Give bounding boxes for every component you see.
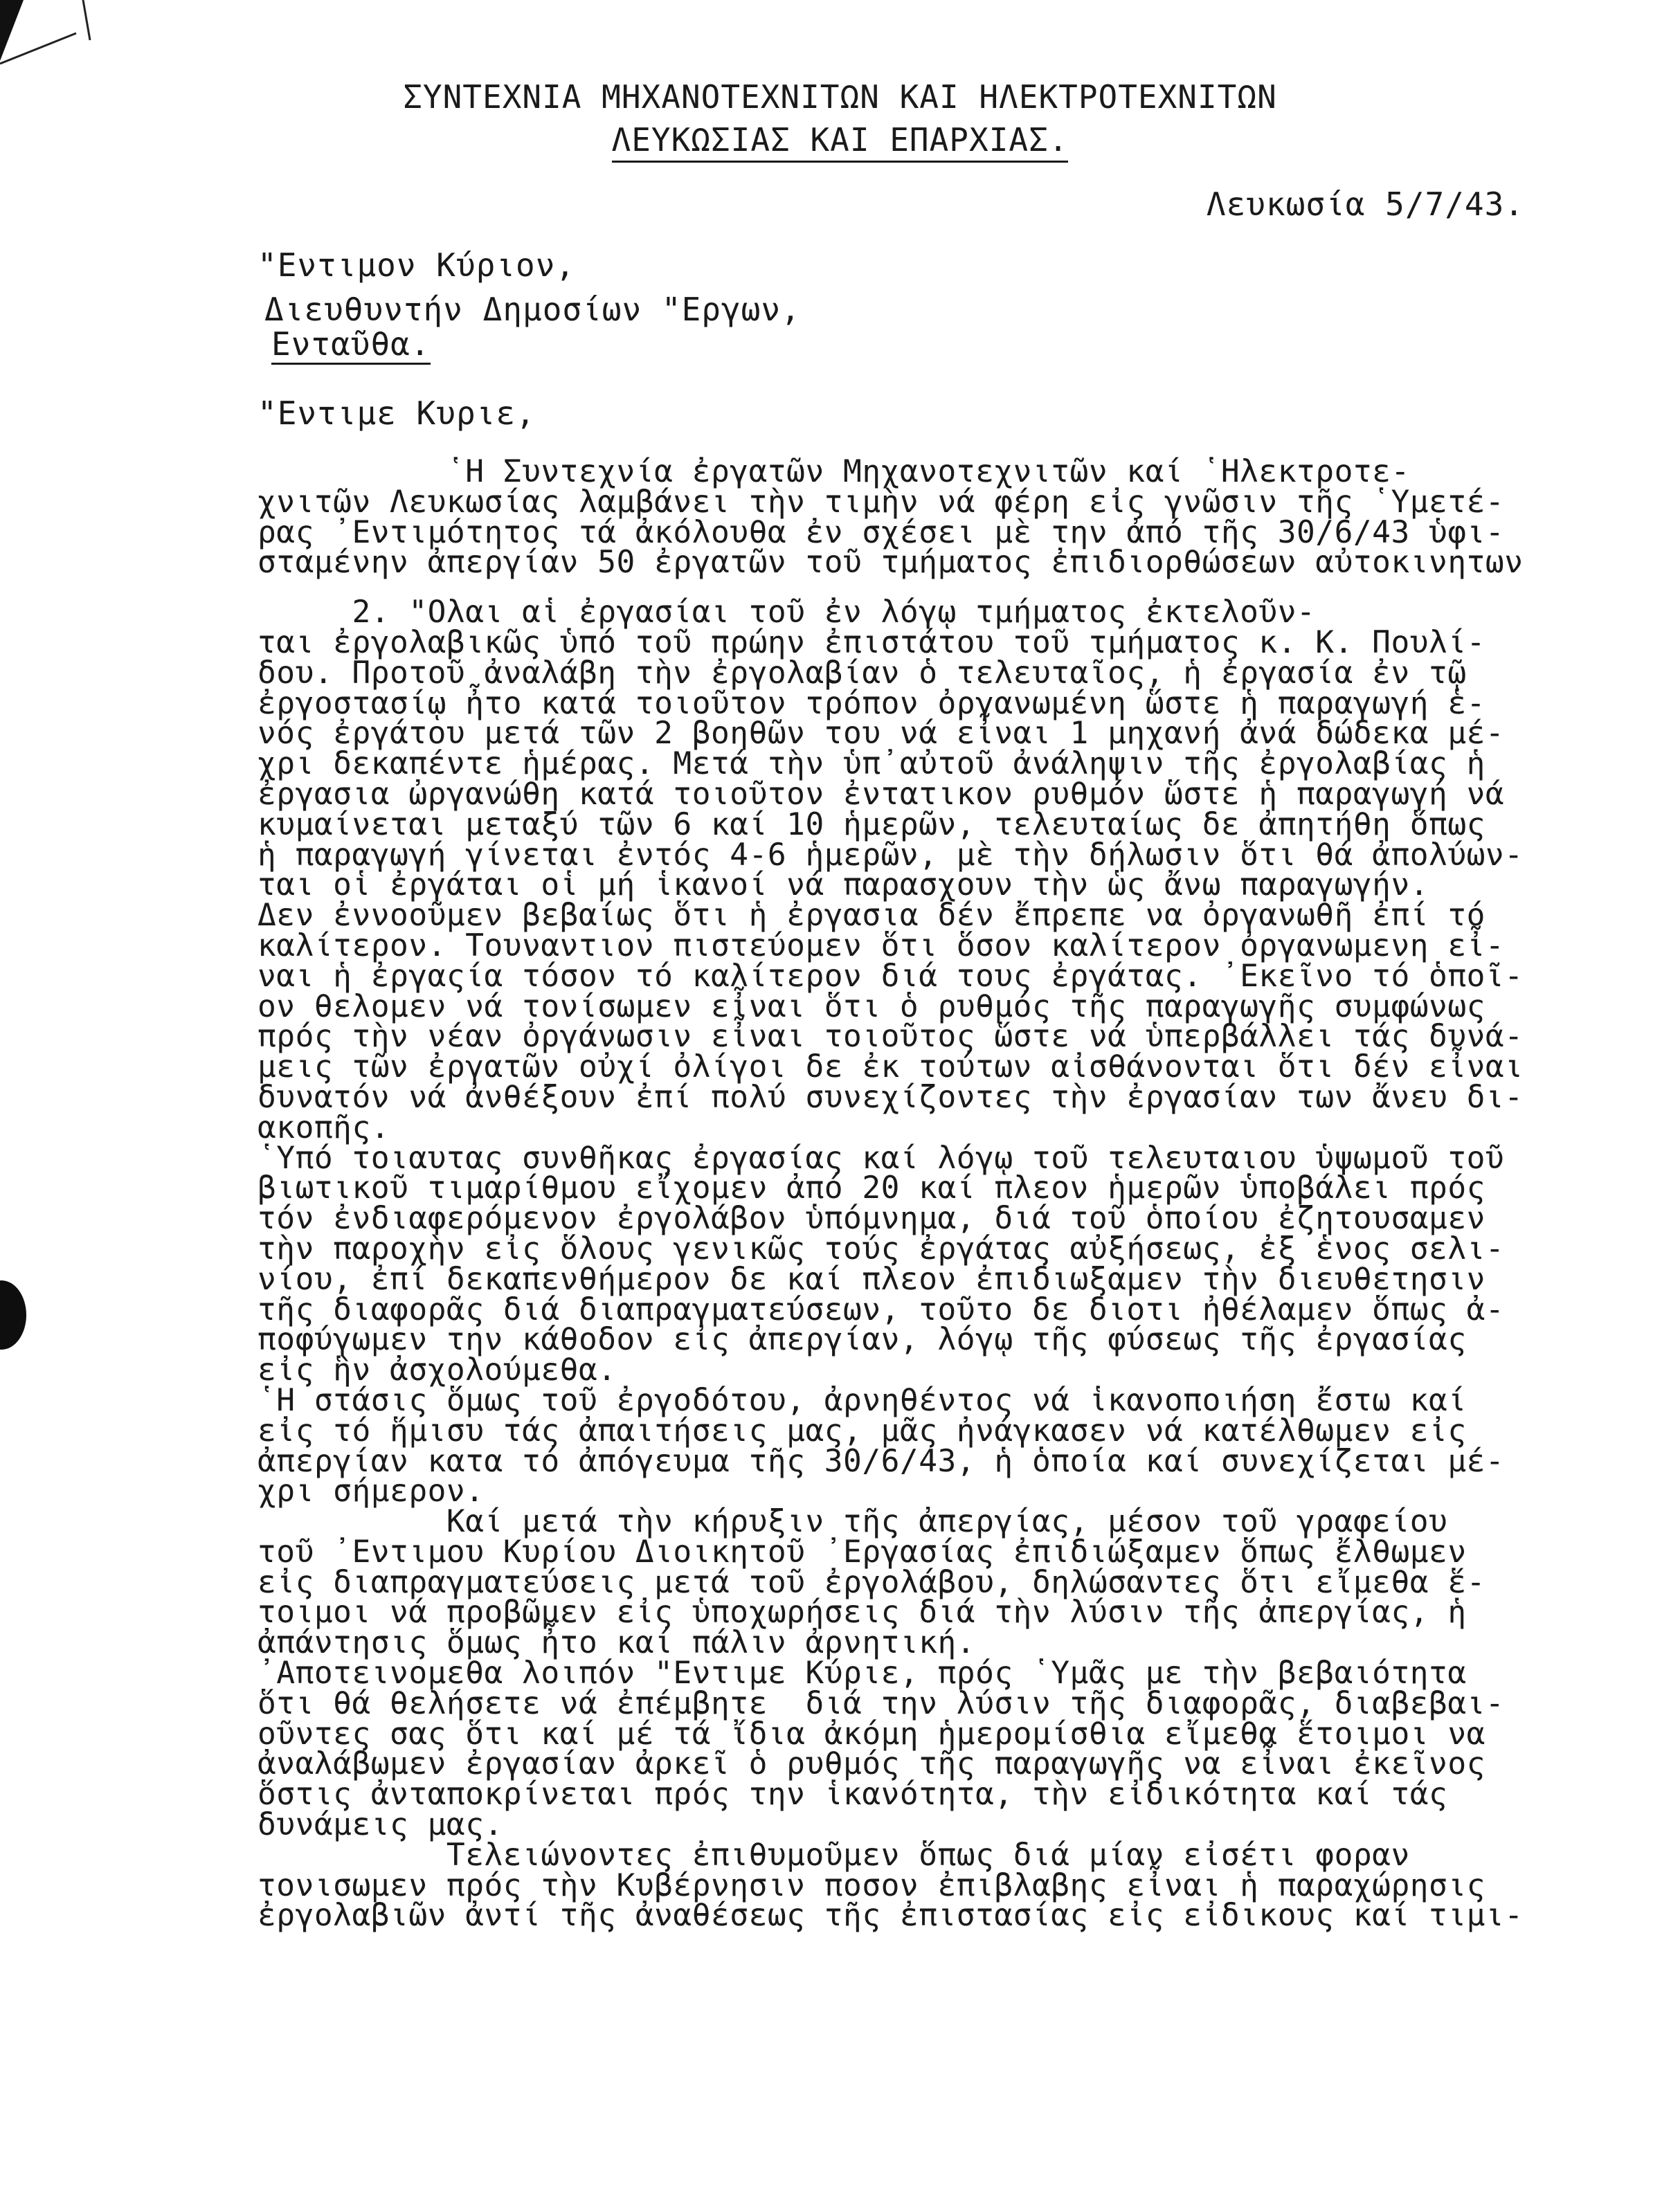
body-line: οῦντες σας ὅτι καί μέ τά ἴδια ἀκόμη ἡμερομίσθια εἴμεθα ἕτοιμοι να [258,1716,1485,1752]
body-line: ναι ἡ ἐργαςία τόσον τό καλίτερον διά τους ἐργάτας. ᾿Εκεῖνο τό ὁποῖ- [258,958,1524,994]
body-line: χρι σήμερον. [258,1474,485,1509]
body-line: νίου, ἐπί δεκαπενθήμερον δε καί πλεον ἐπιδιωξαμεν τὴν διευθετησιν [258,1261,1485,1297]
body-line: σταμένην ἀπεργίαν 50 ἐργατῶν τοῦ τμήματος ἐπιδιορθώσεων αὐτοκινητων [258,545,1524,581]
body-line: ἡ παραγωγή γίνεται ἐντός 4-6 ἡμερῶν, μὲ τὴν δήλωσιν ὅτι θά ἀπολύων- [258,837,1524,873]
body-line: χρι δεκαπέντε ἡμέρας. Μετά τὴν ὑπ᾿αὐτοῦ ἀνάληψιν τῆς ἐργολαβίας ἡ [258,746,1485,782]
body-line: τοιμοι νά προβῶμεν εἰς ὑποχωρήσεις διά τὴν λύσιν τῆς ἀπεργίας, ἡ [258,1595,1467,1631]
body-line: δυνατόν νά ἀνθέξουν ἐπί πολύ συνεχίζοντες τὴν ἐργασίαν των ἄνευ δι- [258,1079,1524,1115]
body-line: Τελειώνοντες ἐπιθυμοῦμεν ὅπως διά μίαν εἰσέτι φοραν [258,1837,1410,1873]
body-line: δου. Προτοῦ ἀναλάβη τὴν ἐργολαβίαν ὁ τελευταῖος, ἡ ἐργασία ἐν τῷ [258,655,1467,691]
dateline: Λευκωσία 5/7/43. [1206,185,1524,223]
body-line: μεις τῶν ἐργατῶν οὐχί ὀλίγοι δε ἐκ τούτων αἰσθάνονται ὅτι δέν εἶναι [258,1049,1524,1085]
body-line: ακοπῆς. [258,1109,390,1145]
body-line: δυνάμεις μας. [258,1807,503,1843]
body-line: ται ἐργολαβικῶς ὑπό τοῦ πρώην ἐπιστάτου τοῦ τμήματος κ. Κ. Πουλί- [258,624,1485,660]
body-line: τοῦ ᾿Εντιμου Κυρίου Διοικητοῦ ᾿Εργασίας ἐπιδιώξαμεν ὅπως ἔλθωμεν [258,1534,1467,1570]
body-line: ὅστις ἀνταποκρίνεται πρός την ἱκανότητα, τὴν εἰδικότητα καί τάς [258,1777,1448,1813]
punch-hole-mark [0,1280,26,1350]
body-line: ὅτι θά θελήσετε νά ἐπέμβητε διά την λύσιν τῆς διαφορᾶς, διαβεβαι- [258,1685,1505,1721]
body-line: καλίτερον. Τουναντιον πιστεύομεν ὅτι ὅσον καλίτερον ὀργανωμενη εἶ- [258,927,1505,963]
body-line: ἐργασια ὠργανώθη κατά τοιοῦτον ἐντατικον ρυθμόν ὥστε ἡ παραγωγή νά [258,776,1505,812]
body-line: ἀπεργίαν κατα τό ἀπόγευμα τῆς 30/6/43, ἡ ὁποία καί συνεχίζεται μέ- [258,1443,1505,1479]
body-line: ται οἱ ἐργάται οἱ μή ἱκανοί νά παρασχουν τὴν ὡς ἄνω παραγωγήν. [258,867,1429,903]
body-line: χνιτῶν Λευκωσίας λαμβάνει τὴν τιμὴν νά φέρη εἰς γνῶσιν τῆς ῾Υμετέ- [258,484,1505,520]
body-line: ον θελομεν νά τονίσωμεν εἶναι ὅτι ὁ ρυθμός τῆς παραγωγῆς συμφώνως [258,988,1485,1024]
body-line: τόν ἐνδιαφερόμενον ἐργολάβον ὑπόμνημα, διά τοῦ ὁποίου ἐζητουσαμεν [258,1201,1485,1237]
corner-fold-mark [0,0,97,76]
letterhead-line-1: ΣΥΝΤΕΧΝΙΑ ΜΗΧΑΝΟΤΕΧΝΙΤΩΝ ΚΑΙ ΗΛΕΚΤΡΟΤΕΧΝΙΤΩΝ [403,78,1277,116]
body-line: ἀναλάβωμεν ἐργασίαν ἀρκεῖ ὁ ρυθμός τῆς παραγωγῆς να εἶναι ἐκεῖνος [258,1746,1485,1782]
body-line: ποφύγωμεν την κάθοδον εἰς ἀπεργίαν, λόγῳ τῆς φύσεως τῆς ἐργασίας [258,1322,1467,1358]
body-line: ἀπάντησις ὅμως ἦτο καί πάλιν ἀρνητική. [258,1625,976,1661]
body-line: εἰς ἣν ἀσχολούμεθα. [258,1352,617,1388]
body-line: ῾Η Συντεχνία ἐργατῶν Μηχανοτεχνιτῶν καί ῾Ηλεκτροτε- [258,454,1410,489]
body-line: νός ἐργάτου μετά τῶν 2 βοηθῶν του νά εἶναι 1 μηχανή ἀνά δώδεκα μέ- [258,716,1505,752]
body-line: ἐργολαβιῶν ἀντί τῆς ἀναθέσεως τῆς ἐπιστασίας εἰς εἰδικους καί τιμι- [258,1898,1524,1934]
body-line: ἐργοστασίῳ ἦτο κατά τοιοῦτον τρόπον ὀργανωμένη ὥστε ἡ παραγωγή ἑ- [258,685,1485,721]
body-line: εἰς διαπραγματεύσεις μετά τοῦ ἐργολάβου, δηλώσαντες ὅτι εἴμεθα ἕ- [258,1564,1485,1600]
addressee-line-2: Διευθυντήν Δημοσίων "Εργων, [264,291,801,328]
addressee-line-1: "Εντιμον Κύριον, [258,246,576,284]
body-line: κυμαίνεται μεταξύ τῶν 6 καί 10 ἡμερῶν, τελευταίως δε ἀπητήθη ὅπως [258,806,1485,842]
letter-body [258,454,1614,1934]
body-line: 2. "Ολαι αἱ ἐργασίαι τοῦ ἐν λόγῳ τμήματος ἐκτελοῦν- [258,595,1316,631]
addressee-line-3: Ενταῦθα. [271,325,431,363]
body-line: ῾Υπό τοιαυτας συνθῆκας ἐργασίας καί λόγῳ τοῦ τελευταιου ὑψωμοῦ τοῦ [258,1140,1505,1176]
body-line: ᾿Αποτεινομεθα λοιπόν "Εντιμε Κύριε, πρός ῾Υμᾶς με τὴν βεβαιότητα [258,1656,1467,1692]
body-line: ρας ᾿Εντιμότητος τά ἀκόλουθα ἐν σχέσει μὲ την ἀπό τῆς 30/6/43 ὑφι- [258,514,1505,550]
body-line: τῆς διαφορᾶς διά διαπραγματεύσεων, τοῦτο δε διοτι ἠθέλαμεν ὅπως ἀ- [258,1291,1505,1327]
body-line: τὴν παροχὴν εἰς ὅλους γενικῶς τούς ἐργάτας αὐξήσεως, ἐξ ἑνος σελι- [258,1231,1505,1267]
body-line: Καί μετά τὴν κήρυξιν τῆς ἀπεργίας, μέσον τοῦ γραφείου [258,1504,1448,1540]
body-line: ῾Η στάσις ὅμως τοῦ ἐργοδότου, ἀρνηθέντος νά ἱκανοποιήση ἔστω καί [258,1382,1467,1418]
body-line: πρός τὴν νέαν ὀργάνωσιν εἶναι τοιοῦτος ὥστε νά ὑπερβάλλει τάς δυνά- [258,1019,1524,1055]
letterhead-line-2: ΛΕΥΚΩΣΙΑΣ ΚΑΙ ΕΠΑΡΧΙΑΣ. [612,120,1069,163]
salutation: "Εντιμε Κυριε, [258,395,536,432]
body-line: Δεν ἐννοοῦμεν βεβαίως ὅτι ἡ ἐργασια δέν ἔπρεπε να ὀργανωθῆ ἐπί τό [258,898,1485,934]
body-line: εἰς τό ἥμισυ τάς ἀπαιτήσεις μας, μᾶς ἠνάγκασεν νά κατέλθωμεν εἰς [258,1413,1467,1449]
body-line: βιωτικοῦ τιμαρίθμου εἴχομεν ἀπό 20 καί πλεον ἡμερῶν ὑποβάλει πρός [258,1170,1485,1206]
body-line: τονισωμεν πρός τὴν Κυβέρνησιν ποσον ἐπιβλαβης εἶναι ἡ παραχώρησις [258,1867,1485,1903]
